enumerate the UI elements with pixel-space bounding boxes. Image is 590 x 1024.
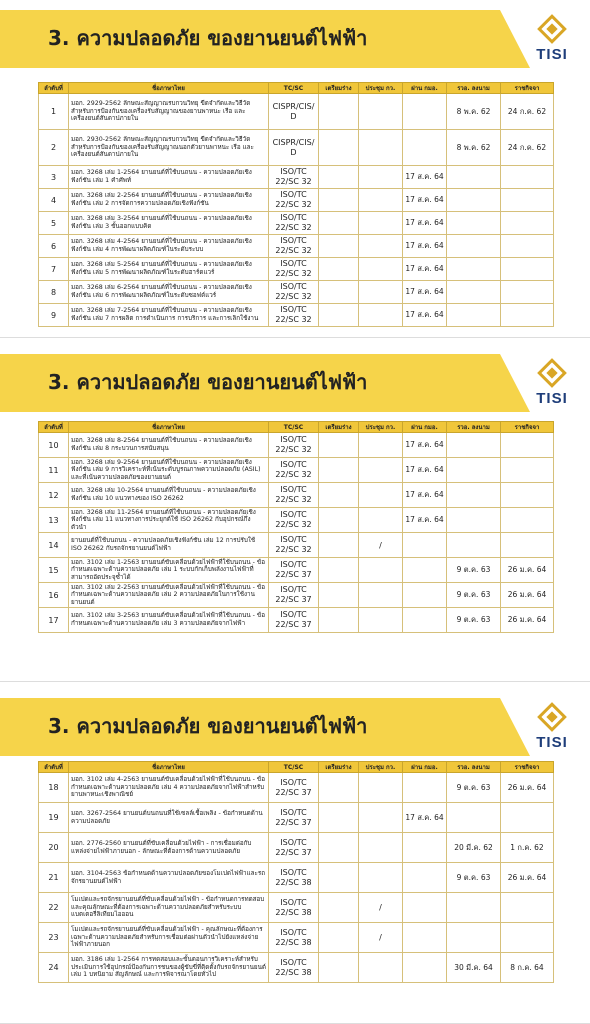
cell-tc: ISO/TC 22/SC 32 — [269, 166, 319, 189]
cell-approve — [447, 304, 501, 327]
cell-pass: 17 ส.ค. 64 — [403, 189, 447, 212]
logo-text: TISI — [536, 46, 568, 63]
table-row — [39, 583, 554, 608]
cell-meet — [359, 863, 403, 893]
cell-prep — [319, 258, 359, 281]
header-approve: รวอ. ลงนาม — [447, 762, 501, 773]
cell-meet: / — [359, 923, 403, 953]
cell-meet: / — [359, 533, 403, 558]
cell-prep — [319, 304, 359, 327]
table-row — [39, 558, 554, 583]
cell-no: 6 — [39, 235, 69, 258]
cell-tc: ISO/TC 22/SC 37 — [269, 583, 319, 608]
cell-pass: 17 ส.ค. 64 — [403, 235, 447, 258]
cell-tc: ISO/TC 22/SC 38 — [269, 953, 319, 983]
header-meet: ประชุม กว. — [359, 762, 403, 773]
cell-pass — [403, 583, 447, 608]
cell-gazette: 26 ม.ค. 64 — [501, 558, 554, 583]
cell-meet — [359, 583, 403, 608]
table-row — [39, 863, 554, 893]
cell-approve: 8 พ.ค. 62 — [447, 130, 501, 166]
logo-text: TISI — [536, 390, 568, 407]
table-row — [39, 833, 554, 863]
cell-desc: มอก. 3102 เล่ม 2-2563 ยานยนต์ขับเคลื่อนด้วยไฟฟ้าที่ใช้บนถนน - ข้อกำหนดเฉพาะด้านความปลอดภัย เล่ม 2 ความปลอดภัยในการใช้งานยานยนต์ — [69, 583, 269, 608]
cell-pass: 17 ส.ค. 64 — [403, 803, 447, 833]
cell-no: 12 — [39, 483, 69, 508]
cell-gazette — [501, 533, 554, 558]
cell-desc: มอก. 3268 เล่ม 4-2564 ยานยนต์ที่ใช้บนถนน - ความปลอดภัยเชิงฟังก์ชัน เล่ม 4 การพัฒนาผลิตภัณฑ์ในระดับระบบ — [69, 235, 269, 258]
cell-prep — [319, 189, 359, 212]
cell-meet — [359, 189, 403, 212]
cell-tc: ISO/TC 22/SC 32 — [269, 281, 319, 304]
cell-no: 2 — [39, 130, 69, 166]
cell-desc: มอก. 3268 เล่ม 1-2564 ยานยนต์ที่ใช้บนถนน - ความปลอดภัยเชิงฟังก์ชัน เล่ม 1 คำศัพท์ — [69, 166, 269, 189]
cell-meet — [359, 803, 403, 833]
cell-prep — [319, 558, 359, 583]
header-desc: ชื่อภาษาไทย — [69, 83, 269, 94]
cell-meet — [359, 608, 403, 633]
cell-tc: CISPR/CIS/ D — [269, 94, 319, 130]
cell-tc: ISO/TC 22/SC 32 — [269, 258, 319, 281]
cell-approve — [447, 281, 501, 304]
cell-meet — [359, 281, 403, 304]
cell-prep — [319, 803, 359, 833]
cell-pass: 17 ส.ค. 64 — [403, 166, 447, 189]
cell-approve — [447, 458, 501, 483]
table-row — [39, 433, 554, 458]
header-prep: เตรียมร่าง — [319, 83, 359, 94]
header-gazette: ราชกิจจา — [501, 83, 554, 94]
cell-tc: ISO/TC 22/SC 32 — [269, 189, 319, 212]
cell-meet — [359, 458, 403, 483]
cell-desc: มอก. 2930-2562 ลักษณะสัญญาณรบกวนวิทยุ ขีดจำกัดและวิธีวัด สำหรับการป้องกันของเครื่องรับสัญญาณนอกตัวยานพาหนะ เรือ และเครื่องยนต์สันดาปภายใน — [69, 130, 269, 166]
cell-no: 24 — [39, 953, 69, 983]
cell-tc: ISO/TC 22/SC 32 — [269, 433, 319, 458]
cell-gazette — [501, 304, 554, 327]
cell-pass — [403, 863, 447, 893]
cell-tc: ISO/TC 22/SC 37 — [269, 773, 319, 803]
cell-desc: โมเปดและรถจักรยานยนต์ที่ขับเคลื่อนด้วยไฟฟ้า - ข้อกำหนดการทดสอบและคุณลักษณะที่ต้องการเฉพาะด้านความปลอดภัยสำหรับระบบแบตเตอรี่ลิเทียมไอออน — [69, 893, 269, 923]
cell-pass: 17 ส.ค. 64 — [403, 433, 447, 458]
cell-prep — [319, 130, 359, 166]
cell-meet — [359, 304, 403, 327]
cell-meet — [359, 833, 403, 863]
table-row — [39, 608, 554, 633]
cell-prep — [319, 863, 359, 893]
cell-prep — [319, 583, 359, 608]
cell-meet — [359, 483, 403, 508]
cell-approve — [447, 189, 501, 212]
cell-approve: 9 ต.ค. 63 — [447, 863, 501, 893]
tisi-mark-icon — [537, 702, 567, 732]
cell-prep — [319, 212, 359, 235]
cell-tc: ISO/TC 22/SC 32 — [269, 304, 319, 327]
standards-table — [38, 761, 554, 983]
table-row — [39, 893, 554, 923]
cell-prep — [319, 433, 359, 458]
cell-gazette — [501, 166, 554, 189]
cell-approve: 20 มี.ค. 62 — [447, 833, 501, 863]
header-desc: ชื่อภาษาไทย — [69, 422, 269, 433]
cell-approve — [447, 893, 501, 923]
table-row — [39, 212, 554, 235]
cell-pass: 17 ส.ค. 64 — [403, 281, 447, 304]
cell-meet — [359, 94, 403, 130]
header-approve: รวอ. ลงนาม — [447, 422, 501, 433]
header-prep: เตรียมร่าง — [319, 762, 359, 773]
cell-no: 10 — [39, 433, 69, 458]
cell-gazette — [501, 212, 554, 235]
cell-approve — [447, 258, 501, 281]
cell-approve: 30 มี.ค. 64 — [447, 953, 501, 983]
cell-meet — [359, 258, 403, 281]
standards-table — [38, 421, 554, 633]
cell-no: 16 — [39, 583, 69, 608]
slide-title: 3. ความปลอดภัย ของยานยนต์ไฟฟ้า — [48, 370, 368, 394]
cell-meet — [359, 166, 403, 189]
table-row — [39, 923, 554, 953]
cell-gazette — [501, 803, 554, 833]
table-row — [39, 130, 554, 166]
cell-prep — [319, 953, 359, 983]
cell-pass — [403, 893, 447, 923]
cell-tc: ISO/TC 22/SC 32 — [269, 533, 319, 558]
cell-no: 14 — [39, 533, 69, 558]
cell-no: 9 — [39, 304, 69, 327]
cell-tc: ISO/TC 22/SC 37 — [269, 833, 319, 863]
cell-no: 7 — [39, 258, 69, 281]
cell-desc: มอก. 3102 เล่ม 4-2563 ยานยนต์ขับเคลื่อนด้วยไฟฟ้าที่ใช้บนถนน - ข้อกำหนดเฉพาะด้านความปลอดภัย เล่ม 4 ความปลอดภัยจากไฟฟ้าสำหรับยานพาหนะเชิงพาณิชย์ — [69, 773, 269, 803]
cell-pass — [403, 533, 447, 558]
cell-no: 17 — [39, 608, 69, 633]
table-row — [39, 189, 554, 212]
cell-prep — [319, 923, 359, 953]
cell-gazette: 24 ก.ค. 62 — [501, 130, 554, 166]
table-row — [39, 94, 554, 130]
table-header-row — [39, 422, 554, 433]
table-row — [39, 166, 554, 189]
tisi-mark-icon — [537, 358, 567, 388]
header-pass: ผ่าน กมอ. — [403, 422, 447, 433]
cell-meet — [359, 212, 403, 235]
slide-title: 3. ความปลอดภัย ของยานยนต์ไฟฟ้า — [48, 714, 368, 738]
table-row — [39, 304, 554, 327]
cell-gazette — [501, 508, 554, 533]
cell-desc: มอก. 3268 เล่ม 2-2564 ยานยนต์ที่ใช้บนถนน - ความปลอดภัยเชิงฟังก์ชัน เล่ม 2 การจัดการความปลอดภัยเชิงฟังก์ชัน — [69, 189, 269, 212]
table-row — [39, 258, 554, 281]
cell-gazette — [501, 923, 554, 953]
cell-gazette: 26 ม.ค. 64 — [501, 608, 554, 633]
cell-meet — [359, 433, 403, 458]
cell-no: 11 — [39, 458, 69, 483]
cell-desc: มอก. 2929-2562 ลักษณะสัญญาณรบกวนวิทยุ ขีดจำกัดและวิธีวัด สำหรับการป้องกันของเครื่องรับสัญญาณของยานพาหนะ เรือ และเครื่องยนต์สันดาปภายใน — [69, 94, 269, 130]
cell-desc: มอก. 3268 เล่ม 11-2564 ยานยนต์ที่ใช้บนถนน - ความปลอดภัยเชิงฟังก์ชัน เล่ม 11 แนวทางการประยุกต์ใช้ ISO 26262 กับอุปกรณ์กึ่งตัวนำ — [69, 508, 269, 533]
cell-prep — [319, 281, 359, 304]
cell-no: 5 — [39, 212, 69, 235]
cell-prep — [319, 94, 359, 130]
tisi-mark-icon — [537, 14, 567, 44]
cell-desc: ยานยนต์ที่ใช้บนถนน - ความปลอดภัยเชิงฟังก์ชัน เล่ม 12 การปรับใช้ ISO 26262 กับรถจักรยานยนต์ไฟฟ้า — [69, 533, 269, 558]
header-no: ลำดับที่ — [39, 422, 69, 433]
cell-tc: ISO/TC 22/SC 32 — [269, 212, 319, 235]
tisi-logo — [530, 358, 574, 416]
cell-gazette: 24 ก.ค. 62 — [501, 94, 554, 130]
table-row — [39, 235, 554, 258]
slide-3 — [0, 688, 590, 1024]
cell-tc: ISO/TC 22/SC 32 — [269, 508, 319, 533]
header-gazette: ราชกิจจา — [501, 422, 554, 433]
cell-pass: 17 ส.ค. 64 — [403, 258, 447, 281]
cell-no: 21 — [39, 863, 69, 893]
cell-approve: 9 ต.ค. 63 — [447, 583, 501, 608]
cell-approve — [447, 166, 501, 189]
cell-prep — [319, 773, 359, 803]
cell-no: 15 — [39, 558, 69, 583]
cell-tc: ISO/TC 22/SC 32 — [269, 458, 319, 483]
cell-desc: มอก. 3102 เล่ม 1-2563 ยานยนต์ขับเคลื่อนด้วยไฟฟ้าที่ใช้บนถนน - ข้อกำหนดเฉพาะด้านความปลอดภัย เล่ม 1 ระบบกักเก็บพลังงานไฟฟ้าที่สามารถอัดประจุซ้ำได้ — [69, 558, 269, 583]
cell-desc: มอก. 2776-2560 ยานยนต์ที่ขับเคลื่อนด้วยไฟฟ้า - การเชื่อมต่อกับแหล่งจ่ายไฟฟ้าภายนอก - ลักษณะที่ต้องการด้านความปลอดภัย — [69, 833, 269, 863]
table-row — [39, 953, 554, 983]
cell-prep — [319, 533, 359, 558]
cell-prep — [319, 483, 359, 508]
cell-pass — [403, 130, 447, 166]
cell-pass — [403, 923, 447, 953]
cell-pass — [403, 833, 447, 863]
cell-no: 23 — [39, 923, 69, 953]
cell-approve: 9 ต.ค. 63 — [447, 608, 501, 633]
cell-tc: ISO/TC 22/SC 38 — [269, 893, 319, 923]
cell-approve — [447, 212, 501, 235]
cell-gazette — [501, 189, 554, 212]
cell-pass — [403, 773, 447, 803]
cell-meet — [359, 558, 403, 583]
cell-no: 3 — [39, 166, 69, 189]
cell-desc: มอก. 3267-2564 ยานยนต์บนถนนที่ใช้เซลล์เชื้อเพลิง - ข้อกำหนดด้านความปลอดภัย — [69, 803, 269, 833]
cell-no: 4 — [39, 189, 69, 212]
cell-desc: มอก. 3268 เล่ม 6-2564 ยานยนต์ที่ใช้บนถนน - ความปลอดภัยเชิงฟังก์ชัน เล่ม 6 การพัฒนาผลิตภัณฑ์ในระดับซอฟต์แวร์ — [69, 281, 269, 304]
cell-meet — [359, 773, 403, 803]
cell-no: 1 — [39, 94, 69, 130]
cell-gazette: 26 ม.ค. 64 — [501, 583, 554, 608]
cell-prep — [319, 508, 359, 533]
cell-pass: 17 ส.ค. 64 — [403, 483, 447, 508]
cell-gazette — [501, 281, 554, 304]
cell-approve — [447, 803, 501, 833]
cell-no: 18 — [39, 773, 69, 803]
cell-prep — [319, 608, 359, 633]
cell-gazette — [501, 458, 554, 483]
cell-pass — [403, 558, 447, 583]
slide-2 — [0, 344, 590, 682]
cell-desc: มอก. 3186 เล่ม 1-2564 การทดสอบและขั้นตอนการวิเคราะห์สำหรับประเมินการใช้อุปกรณ์ป้องกันการชนของผู้ขับขี่ที่ติดตั้งกับรถจักรยานยนต์ เล่ม 1 บทนิยาม สัญลักษณ์ และการพิจารณาโดยทั่วไป — [69, 953, 269, 983]
cell-tc: ISO/TC 22/SC 32 — [269, 235, 319, 258]
cell-desc: มอก. 3268 เล่ม 7-2564 ยานยนต์ที่ใช้บนถนน - ความปลอดภัยเชิงฟังก์ชัน เล่ม 7 การผลิต การดำเนินการ การบริการ และการเลิกใช้งาน — [69, 304, 269, 327]
cell-pass: 17 ส.ค. 64 — [403, 508, 447, 533]
table-row — [39, 281, 554, 304]
cell-desc: มอก. 3102 เล่ม 3-2563 ยานยนต์ขับเคลื่อนด้วยไฟฟ้าที่ใช้บนถนน - ข้อกำหนดเฉพาะด้านความปลอดภัย เล่ม 3 ความปลอดภัยจากไฟฟ้า — [69, 608, 269, 633]
cell-gazette — [501, 433, 554, 458]
header-desc: ชื่อภาษาไทย — [69, 762, 269, 773]
cell-gazette: 26 ม.ค. 64 — [501, 773, 554, 803]
cell-tc: ISO/TC 22/SC 38 — [269, 923, 319, 953]
slide-1 — [0, 0, 590, 338]
cell-approve: 9 ต.ค. 63 — [447, 773, 501, 803]
cell-meet: / — [359, 893, 403, 923]
tisi-logo — [530, 14, 574, 72]
cell-pass — [403, 608, 447, 633]
cell-pass — [403, 953, 447, 983]
header-gazette: ราชกิจจา — [501, 762, 554, 773]
standards-table — [38, 82, 554, 327]
cell-approve — [447, 433, 501, 458]
cell-desc: มอก. 3268 เล่ม 9-2564 ยานยนต์ที่ใช้บนถนน - ความปลอดภัยเชิงฟังก์ชัน เล่ม 9 การวิเคราะห์ที่เน้นระดับบูรณภาพความปลอดภัย (ASIL) และที่เน้นความปลอดภัยของยานยนต์ — [69, 458, 269, 483]
tisi-logo — [530, 702, 574, 760]
table-row — [39, 533, 554, 558]
cell-approve: 9 ต.ค. 63 — [447, 558, 501, 583]
cell-desc: มอก. 3104-2563 ข้อกำหนดด้านความปลอดภัยของโมเปดไฟฟ้าและรถจักรยานยนต์ไฟฟ้า — [69, 863, 269, 893]
cell-approve — [447, 483, 501, 508]
logo-text: TISI — [536, 734, 568, 751]
slide-title: 3. ความปลอดภัย ของยานยนต์ไฟฟ้า — [48, 26, 368, 50]
cell-gazette — [501, 893, 554, 923]
cell-prep — [319, 833, 359, 863]
cell-no: 20 — [39, 833, 69, 863]
cell-no: 13 — [39, 508, 69, 533]
cell-prep — [319, 893, 359, 923]
header-tc: TC/SC — [269, 422, 319, 433]
header-no: ลำดับที่ — [39, 83, 69, 94]
cell-tc: ISO/TC 22/SC 37 — [269, 803, 319, 833]
cell-gazette: 8 ก.ค. 64 — [501, 953, 554, 983]
table-row — [39, 508, 554, 533]
cell-approve — [447, 533, 501, 558]
cell-prep — [319, 235, 359, 258]
header-pass: ผ่าน กมอ. — [403, 83, 447, 94]
cell-tc: CISPR/CIS/ D — [269, 130, 319, 166]
cell-approve — [447, 235, 501, 258]
cell-tc: ISO/TC 22/SC 37 — [269, 558, 319, 583]
header-prep: เตรียมร่าง — [319, 422, 359, 433]
cell-no: 22 — [39, 893, 69, 923]
header-no: ลำดับที่ — [39, 762, 69, 773]
cell-tc: ISO/TC 22/SC 32 — [269, 483, 319, 508]
cell-gazette — [501, 258, 554, 281]
table-row — [39, 483, 554, 508]
cell-approve: 8 พ.ค. 62 — [447, 94, 501, 130]
cell-desc: โมเปดและรถจักรยานยนต์ที่ขับเคลื่อนด้วยไฟฟ้า - คุณลักษณะที่ต้องการเฉพาะด้านความปลอดภัยสำหรับการเชื่อมต่อผ่านตัวนำไปยังแหล่งจ่ายไฟฟ้าภายนอก — [69, 923, 269, 953]
cell-meet — [359, 130, 403, 166]
header-tc: TC/SC — [269, 762, 319, 773]
cell-prep — [319, 166, 359, 189]
cell-pass: 17 ส.ค. 64 — [403, 458, 447, 483]
cell-meet — [359, 508, 403, 533]
header-pass: ผ่าน กมอ. — [403, 762, 447, 773]
cell-no: 8 — [39, 281, 69, 304]
table-row — [39, 803, 554, 833]
table-row — [39, 773, 554, 803]
header-tc: TC/SC — [269, 83, 319, 94]
cell-meet — [359, 953, 403, 983]
table-row — [39, 458, 554, 483]
cell-gazette: 1 ก.ค. 62 — [501, 833, 554, 863]
cell-meet — [359, 235, 403, 258]
table-header-row — [39, 762, 554, 773]
cell-gazette: 26 ม.ค. 64 — [501, 863, 554, 893]
table-header-row — [39, 83, 554, 94]
cell-pass — [403, 94, 447, 130]
cell-prep — [319, 458, 359, 483]
cell-no: 19 — [39, 803, 69, 833]
header-meet: ประชุม กว. — [359, 83, 403, 94]
cell-gazette — [501, 483, 554, 508]
cell-tc: ISO/TC 22/SC 37 — [269, 608, 319, 633]
header-meet: ประชุม กว. — [359, 422, 403, 433]
cell-approve — [447, 923, 501, 953]
header-approve: รวอ. ลงนาม — [447, 83, 501, 94]
cell-approve — [447, 508, 501, 533]
cell-desc: มอก. 3268 เล่ม 8-2564 ยานยนต์ที่ใช้บนถนน - ความปลอดภัยเชิงฟังก์ชัน เล่ม 8 กระบวนการสนับสนุน — [69, 433, 269, 458]
cell-desc: มอก. 3268 เล่ม 10-2564 ยานยนต์ที่ใช้บนถนน - ความปลอดภัยเชิงฟังก์ชัน เล่ม 10 แนวทางของ ISO 26262 — [69, 483, 269, 508]
cell-pass: 17 ส.ค. 64 — [403, 212, 447, 235]
cell-gazette — [501, 235, 554, 258]
cell-pass: 17 ส.ค. 64 — [403, 304, 447, 327]
cell-tc: ISO/TC 22/SC 38 — [269, 863, 319, 893]
cell-desc: มอก. 3268 เล่ม 3-2564 ยานยนต์ที่ใช้บนถนน - ความปลอดภัยเชิงฟังก์ชัน เล่ม 3 ขั้นออกแบบคิด — [69, 212, 269, 235]
cell-desc: มอก. 3268 เล่ม 5-2564 ยานยนต์ที่ใช้บนถนน - ความปลอดภัยเชิงฟังก์ชัน เล่ม 5 การพัฒนาผลิตภัณฑ์ในระดับฮาร์ดแวร์ — [69, 258, 269, 281]
